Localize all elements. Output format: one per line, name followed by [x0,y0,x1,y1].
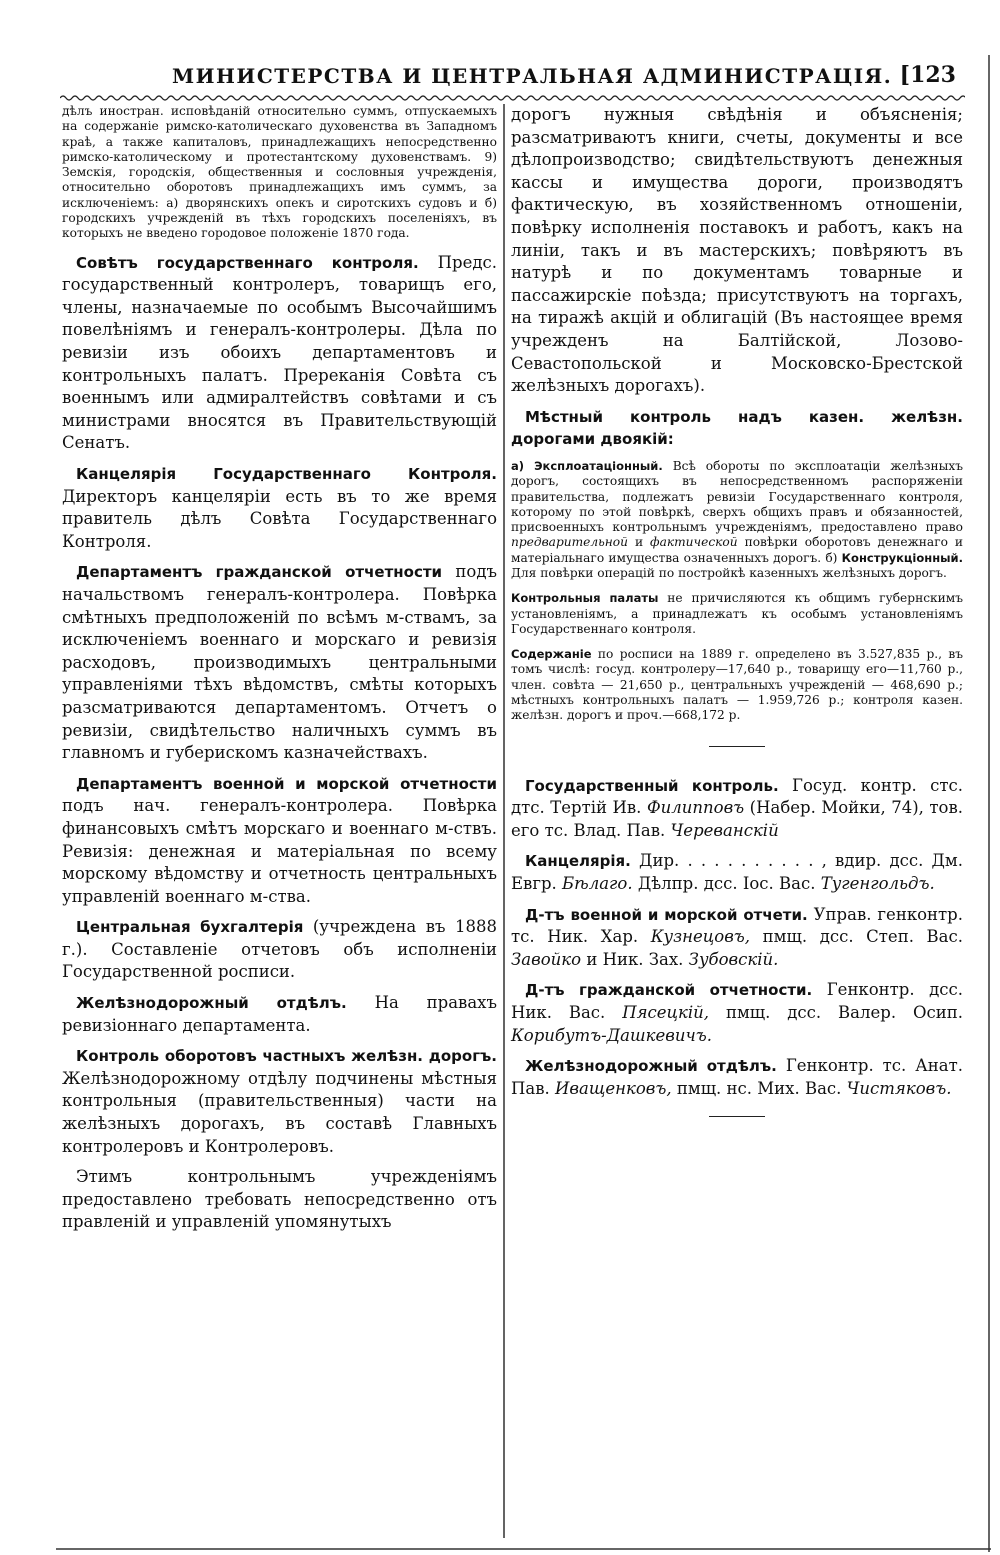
section-heading: Совѣтъ государственнаго контроля. [76,253,419,272]
paragraph: дѣлъ иностран. исповѣданій относительно суммъ, отпускаемыхъ на содержаніе римско-католическаго духовенства въ Западномъ краѣ, а также капиталовъ, принадлежащихъ непосредственно римско-католическому и протестантскому духовенствамъ. 9) Земскія, городскія, общественныя и сословныя учрежденія, относительно оборотовъ принадлежащихъ имъ суммъ, за исключеніемъ: а) дворянскихъ опекъ и сиротскихъ судовъ и б) городскихъ учрежденій въ тѣхъ городскихъ поселеніяхъ, въ которыхъ не введено городовое положеніе 1870 года. [62,104,497,241]
right-column [511,104,963,1117]
page-number: [123 [899,62,956,88]
paragraph: дорогъ нужныя свѣдѣнія и объясненія; разсматриваютъ книги, счеты, документы и все дѣлопроизводство; свидѣтельствуютъ денежныя кассы и имущества дороги, производятъ фактическую, въ хозяйственномъ отношеніи, повѣрку исполненія поставокъ и работъ, какъ на линіи, такъ и въ мастерскихъ; повѣряютъ въ натурѣ и по документамъ товарные и пассажирскіе поѣзда; присутствуютъ на торгахъ, на тиражѣ акцій и облигацій (Въ настоящее время учрежденъ на Балтійской, Лозово-Севастопольской и Московско-Брестской желѣзныхъ дорогахъ). [511,105,963,396]
section-heading: Департаментъ военной и морской отчетности [76,774,497,793]
entry-chancellery: Канцелярія. Дир. . . . . . . . . . . , вдир. дсс. Дм. Евгр. Бѣлаго. Дѣлпр. дсс. Іос. Вас. Тугенгольдъ. [511,851,963,894]
paragraph: Этимъ контрольнымъ учрежденіямъ предоставлено требовать непосредственно отъ правленій и управленій упомянутыхъ [62,1167,497,1232]
section-heading: Контроль оборотовъ частныхъ желѣзн. дорогъ. [76,1047,497,1066]
section-central-accounting: Центральная бухгалтерія (учреждена въ 1888 г.). Составленіе отчетовъ объ исполненіи Государственной росписи. [62,917,497,982]
entry-military-naval-dept: Д-тъ военной и морской отчети. Управ. генконтр. тс. Ник. Хар. Кузнецовъ, пмщ. дсс. Степ. Вас. Завойко и Ник. Зах. Зубовскій. [511,904,963,969]
paragraph-control-chambers: Контрольныя палаты не причисляются къ общимъ губернскимъ установленіямъ, а принадлежатъ къ особымъ установленіямъ Государственнаго контроля. [511,591,963,636]
section-chancellery: Канцелярія Государственнаго Контроля. Директоръ канцеляріи есть въ то же время правитель дѣлъ Совѣта Государственнаго Контроля. [62,465,497,551]
section-heading: Центральная бухгалтерія [76,918,304,937]
section-private-rail-control: Контроль оборотовъ частныхъ желѣзн. дорогъ. Желѣзнодорожному отдѣлу подчинены мѣстныя контрольныя (правительственныя) части на желѣзныхъ дорогахъ, въ составѣ Главныхъ контролеровъ и Контролеровъ. [62,1047,497,1156]
left-column [62,104,497,1242]
section-heading: Мѣстный контроль надъ казен. желѣзн. дорогами двоякій: [511,407,963,449]
paragraph-exploitation: а) Эксплоатаціонный. Всѣ обороты по эксплоатаціи желѣзныхъ дорогъ, состоящихъ въ непосредственномъ распоряженіи правительства, подлежатъ ревизіи Государственнаго контроля, которому по этой повѣркѣ, сверхъ общихъ правъ и обязанностей, присвоенныхъ контрольнымъ учрежденіямъ, предоставлено право предварительной и фактической повѣрки оборотовъ денежнаго и матеріальнаго имущества означенныхъ дорогъ. б) Конструкціонный. Для повѣрки операцій по постройкѣ казенныхъ желѣзныхъ дорогъ. [511,458,964,580]
section-local-control [511,406,963,451]
section-heading: Желѣзнодорожный отдѣлъ. [76,994,347,1013]
page-header [60,60,960,96]
entry-civil-accounts-dept: Д-тъ гражданской отчетности. Генконтр. дсс. Ник. Вас. Пясецкій, пмщ. дсс. Валер. Осип. Корибутъ-Дашкевичъ. [511,980,963,1045]
entry-railway-dept: Желѣзнодорожный отдѣлъ. Генконтр. тс. Анат. Пав. Иващенковъ, пмщ. нс. Мих. Вас. Чистяковъ. [511,1056,963,1098]
paragraph-budget: Содержаніе по росписи на 1889 г. определено въ 3.527,835 р., въ томъ числѣ: госуд. контролеру—17,640 р., товарищу его—11,760 р., член. совѣта — 21,650 р., центральныхъ учрежденій — 468,690 р.; мѣстныхъ контрольныхъ палатъ — 1.959,726 р.; контроля казен. желѣзн. дорогъ и проч.—668,172 р. [511,647,963,723]
section-heading: Канцелярія Государственнаго Контроля. [76,465,497,484]
running-title: МИНИСТЕРСТВА И ЦЕНТРАЛЬНАЯ АДМИНИСТРАЦІЯ. [172,64,893,88]
section-civil-accounts-dept: Департаментъ гражданской отчетности подъ начальствомъ генералъ-контролера. Повѣрка смѣтныхъ предположеній по всѣмъ м-ствамъ, за исключеніемъ военнаго и морскаго и ревизія расходовъ, производимыхъ центральными управленіями тѣхъ вѣдомствъ, смѣты которыхъ разсматриваются департаментомъ. Отчетъ о ревизіи, свидѣтельство наличныхъ суммъ въ главномъ и губерискомъ казначействахъ. [62,562,497,763]
entry-state-control: Государственный контроль. Госуд. контр. стс. дтс. Тертій Ив. Филипповъ (Набер. Мойки, 74), тов. его тс. Влад. Пав. Череванскій [511,775,963,840]
section-divider [709,746,765,747]
wavy-rule [60,94,965,102]
section-military-naval-dept: Департаментъ военной и морской отчетности подъ нач. генералъ-контролера. Повѣрка финансовыхъ смѣтъ морскаго и военнаго м-ствъ. Ревизія: денежная и матеріальная по всему морскому вѣдомству и отчетность центральныхъ управленій военнаго м-ства. [62,774,497,906]
section-railway-dept: Желѣзнодорожный отдѣлъ. На правахъ ревизіоннаго департамента. [62,993,497,1035]
section-heading: Департаментъ гражданской отчетности [76,563,443,582]
end-divider [709,1116,765,1117]
section-gov-control-council: Совѣтъ государственнаго контроля. Предс. государственный контролеръ, товарищъ его, члены, назначаемые по особымъ Высочайшимъ повелѣніямъ и генералъ-контролеры. Дѣла по ревизіи изъ обоихъ департаментовъ и контрольныхъ палатъ. Пререканія Совѣта съ военнымъ или адмиралтействъ совѣтами и съ министрами вносятся въ Правительствующій Сенатъ. [62,252,497,453]
